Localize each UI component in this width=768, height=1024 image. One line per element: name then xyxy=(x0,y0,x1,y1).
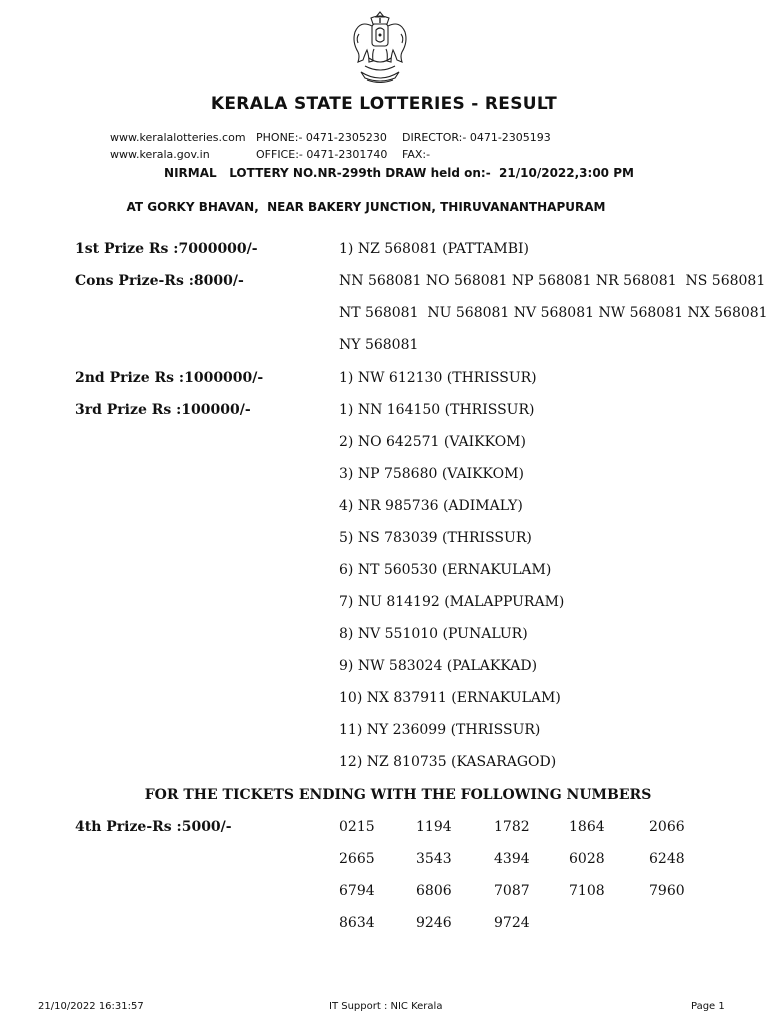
draw-info: NIRMAL LOTTERY NO.NR-299th DRAW held on:- 21/10/2022,3:00 PM xyxy=(164,166,634,180)
fourth-prize-number: 9246 xyxy=(416,915,452,931)
fourth-prize-number: 6248 xyxy=(649,851,685,867)
third-prize-winner: 6) NT 560530 (ERNAKULAM) xyxy=(339,562,552,578)
fourth-prize-number: 0215 xyxy=(339,819,375,835)
third-prize-winner: 5) NS 783039 (THRISSUR) xyxy=(339,530,532,546)
fourth-prize-number: 7960 xyxy=(649,883,685,899)
third-prize-winner: 7) NU 814192 (MALAPPURAM) xyxy=(339,594,565,610)
fourth-prize-number: 1194 xyxy=(416,819,452,835)
second-prize-label: 2nd Prize Rs :1000000/- xyxy=(75,370,264,386)
website-link[interactable]: www.keralalotteries.com xyxy=(110,131,246,144)
third-prize-winner: 1) NN 164150 (THRISSUR) xyxy=(339,402,535,418)
third-prize-winner: 2) NO 642571 (VAIKKOM) xyxy=(339,434,526,450)
third-prize-winner: 12) NZ 810735 (KASARAGOD) xyxy=(339,754,557,770)
third-prize-label: 3rd Prize Rs :100000/- xyxy=(75,402,251,418)
director-phone-text: DIRECTOR:- 0471-2305193 xyxy=(402,131,551,144)
fax-text: FAX:- xyxy=(402,148,431,161)
phone-text: PHONE:- 0471-2305230 xyxy=(256,131,387,144)
fourth-prize-number: 7108 xyxy=(569,883,605,899)
kerala-state-emblem xyxy=(347,8,413,90)
footer-support: IT Support : NIC Kerala xyxy=(329,1001,443,1012)
fourth-prize-number: 9724 xyxy=(494,915,530,931)
third-prize-winner: 10) NX 837911 (ERNAKULAM) xyxy=(339,690,561,706)
fourth-prize-number: 8634 xyxy=(339,915,375,931)
cons-prize-label: Cons Prize-Rs :8000/- xyxy=(75,273,244,289)
fourth-prize-number: 7087 xyxy=(494,883,530,899)
fourth-prize-label: 4th Prize-Rs :5000/- xyxy=(75,819,232,835)
second-prize-winner: 1) NW 612130 (THRISSUR) xyxy=(339,370,537,386)
office-phone-text: OFFICE:- 0471-2301740 xyxy=(256,148,388,161)
fourth-prize-number: 6794 xyxy=(339,883,375,899)
third-prize-winner: 8) NV 551010 (PUNALUR) xyxy=(339,626,528,642)
cons-prize-line: NY 568081 xyxy=(339,337,419,353)
fourth-prize-number: 6028 xyxy=(569,851,605,867)
third-prize-winner: 9) NW 583024 (PALAKKAD) xyxy=(339,658,538,674)
footer-page-number: Page 1 xyxy=(691,1001,725,1012)
draw-venue: AT GORKY BHAVAN, NEAR BAKERY JUNCTION, THIRUVANANTHAPURAM xyxy=(126,200,606,214)
page-title: KERALA STATE LOTTERIES - RESULT xyxy=(210,94,558,114)
fourth-prize-number: 1782 xyxy=(494,819,530,835)
fourth-prize-number: 4394 xyxy=(494,851,530,867)
third-prize-winner: 4) NR 985736 (ADIMALY) xyxy=(339,498,523,514)
fourth-prize-number: 3543 xyxy=(416,851,452,867)
gov-website-link[interactable]: www.kerala.gov.in xyxy=(110,148,210,161)
footer-timestamp: 21/10/2022 16:31:57 xyxy=(38,1001,144,1012)
first-prize-winner: 1) NZ 568081 (PATTAMBI) xyxy=(339,241,529,257)
fourth-prize-number: 2665 xyxy=(339,851,375,867)
fourth-prize-number: 2066 xyxy=(649,819,685,835)
cons-prize-line: NN 568081 NO 568081 NP 568081 NR 568081 NS 568081 xyxy=(339,273,766,289)
cons-prize-line: NT 568081 NU 568081 NV 568081 NW 568081 NX 568081 xyxy=(339,305,768,321)
third-prize-winner: 3) NP 758680 (VAIKKOM) xyxy=(339,466,524,482)
fourth-prize-number: 1864 xyxy=(569,819,605,835)
fourth-prize-number: 6806 xyxy=(416,883,452,899)
third-prize-winner: 11) NY 236099 (THRISSUR) xyxy=(339,722,541,738)
ending-numbers-heading: FOR THE TICKETS ENDING WITH THE FOLLOWING NUMBERS xyxy=(144,787,652,803)
first-prize-label: 1st Prize Rs :7000000/- xyxy=(75,241,258,257)
